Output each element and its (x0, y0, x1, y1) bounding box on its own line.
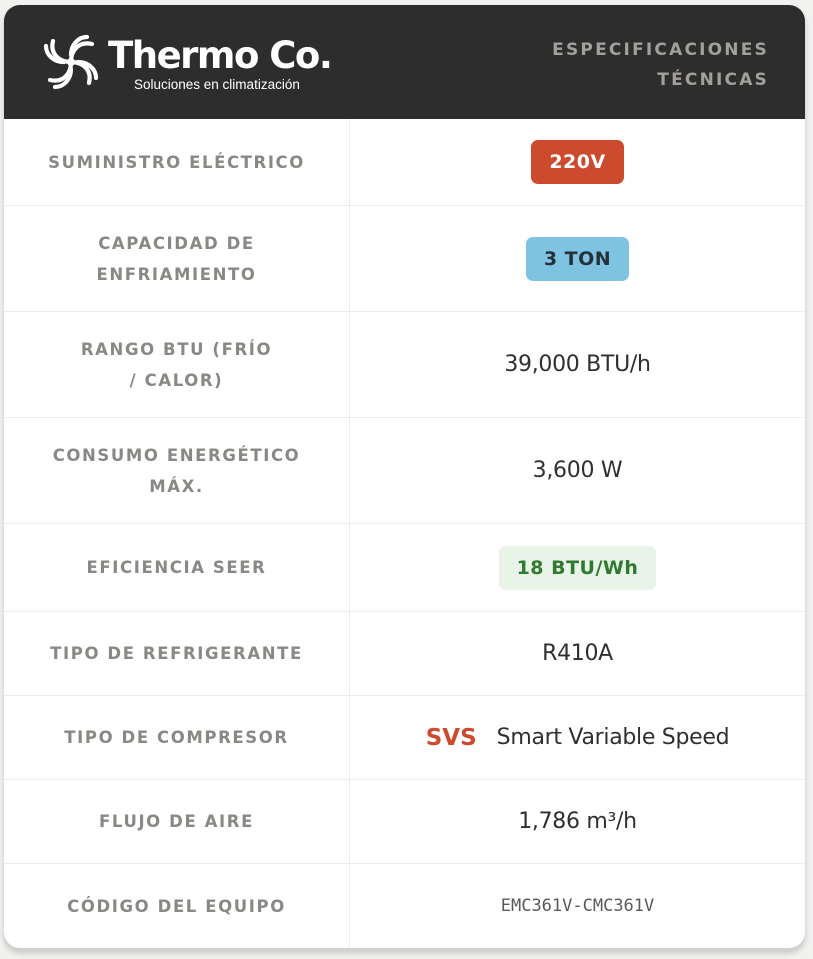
airflow-value: 1,786 m³/h (518, 809, 637, 834)
spec-label (81, 334, 272, 396)
brand-tagline: Soluciones en climatización (134, 77, 300, 92)
spec-label: EFICIENCIA SEER (86, 558, 267, 577)
page-title-line1: ESPECIFICACIONES (552, 40, 769, 60)
power-value: 3,600 W (532, 458, 623, 483)
spec-row-airflow (4, 780, 805, 864)
voltage-badge: 220V (531, 140, 623, 184)
spec-label (96, 228, 256, 290)
brand-logo (40, 31, 340, 97)
swirl-fan-icon (40, 31, 102, 93)
spec-label: CÓDIGO DEL EQUIPO (67, 896, 286, 916)
page-title-line2: TÉCNICAS (657, 70, 769, 90)
refrigerant-value: R410A (542, 641, 613, 666)
spec-card (4, 5, 805, 948)
spec-row-refrigerant (4, 612, 805, 696)
btu-value: 39,000 BTU/h (504, 352, 651, 377)
spec-row-capacity (4, 206, 805, 312)
spec-row-btu (4, 312, 805, 418)
spec-label-line: / CALOR) (129, 370, 224, 390)
spec-label-line: CONSUMO ENERGÉTICO (52, 445, 301, 465)
spec-label: SUMINISTRO ELÉCTRICO (48, 152, 305, 172)
spec-row-model (4, 864, 805, 948)
spec-label: TIPO DE COMPRESOR (64, 728, 289, 747)
spec-row-supply (4, 119, 805, 206)
spec-row-compressor (4, 696, 805, 780)
brand-name: Thermo Co. (108, 34, 332, 77)
spec-label-line: RANGO BTU (FRÍO (80, 339, 273, 359)
spec-label-line: ENFRIAMIENTO (96, 264, 257, 284)
spec-label: TIPO DE REFRIGERANTE (50, 644, 303, 663)
spec-label-line: MÁX. (149, 476, 204, 496)
spec-row-power (4, 418, 805, 524)
spec-label-line: CAPACIDAD DE (98, 233, 255, 253)
compressor-code: SVS (425, 724, 477, 751)
spec-label: FLUJO DE AIRE (99, 812, 254, 831)
seer-badge: 18 BTU/Wh (499, 546, 657, 590)
spec-label (53, 440, 301, 502)
card-header (4, 5, 805, 119)
page-title (449, 35, 769, 95)
model-code: EMC361V-CMC361V (500, 896, 655, 916)
compressor-value: Smart Variable Speed (496, 725, 730, 750)
spec-table (4, 119, 805, 948)
capacity-badge: 3 TON (526, 237, 629, 281)
spec-row-seer (4, 524, 805, 612)
